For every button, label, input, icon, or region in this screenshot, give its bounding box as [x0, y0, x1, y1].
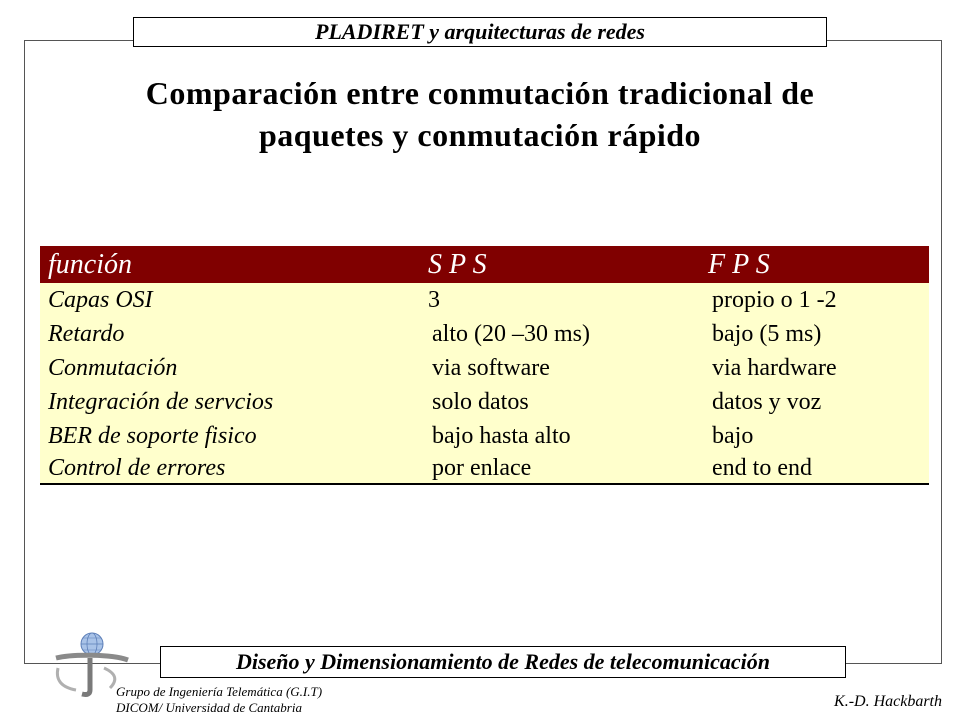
table-row [40, 419, 929, 453]
footer-group: Grupo de Ingeniería Telemática (G.I.T) [116, 684, 323, 699]
cell-funcion: Integración de servcios [48, 389, 274, 415]
header-cell-sps: S P S [428, 249, 487, 280]
cell-fps: end to end [712, 455, 812, 481]
table-row [40, 283, 929, 317]
table-body [40, 283, 929, 485]
cell-sps: solo datos [432, 389, 529, 415]
top-banner: PLADIRET y arquitecturas de redes [133, 17, 827, 47]
footer-author: K.-D. Hackbarth [834, 693, 942, 710]
cell-funcion: BER de soporte fisico [48, 423, 257, 449]
header-cell-funcion: función [48, 249, 132, 280]
cell-sps: bajo hasta alto [432, 423, 571, 449]
cell-fps: propio o 1 -2 [712, 287, 837, 313]
cell-funcion: Control de errores [48, 455, 226, 481]
cell-sps: 3 [428, 287, 440, 313]
table-header [40, 246, 929, 283]
cell-fps: datos y voz [712, 389, 822, 415]
bottom-banner: Diseño y Dimensionamiento de Redes de telecomunicación [160, 646, 846, 678]
footer-dept: DICOM/ Universidad de Cantabria [116, 700, 302, 715]
cell-funcion: Conmutación [48, 355, 178, 381]
cell-funcion: Capas OSI [48, 287, 153, 313]
cell-sps: por enlace [432, 455, 532, 481]
table-row [40, 385, 929, 419]
footer-affiliation [116, 684, 322, 716]
cell-sps: via software [432, 355, 550, 381]
page-title [60, 72, 900, 156]
title-line-2: paquetes y conmutación rápido [258, 117, 702, 153]
table-row [40, 317, 929, 351]
header-cell-fps: F P S [708, 249, 770, 280]
cell-fps: via hardware [712, 355, 837, 381]
table-bottom-rule [40, 483, 929, 485]
title-line-1: Comparación entre conmutación tradicional de [145, 75, 815, 111]
cell-fps: bajo (5 ms) [712, 321, 822, 347]
table-row [40, 351, 929, 385]
cell-sps: alto (20 –30 ms) [432, 321, 590, 347]
comparison-table [40, 246, 929, 486]
cell-fps: bajo [712, 423, 754, 449]
cell-funcion: Retardo [48, 321, 125, 347]
table-row [40, 451, 929, 485]
